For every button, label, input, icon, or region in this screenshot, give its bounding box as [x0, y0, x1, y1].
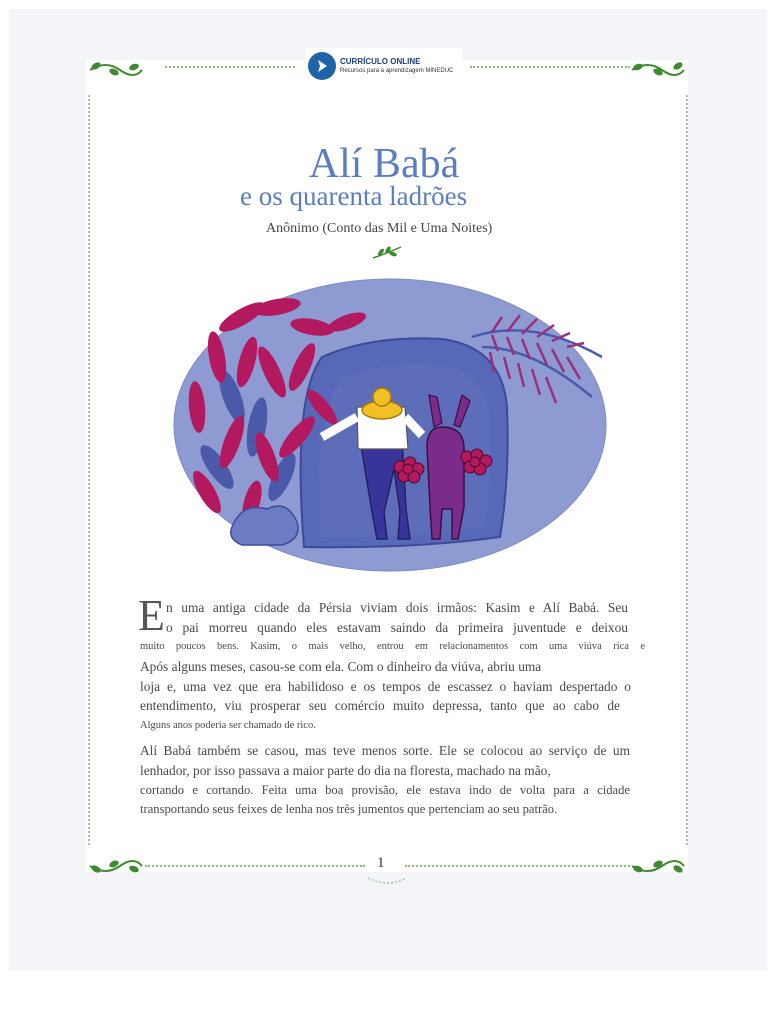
- vine-corner-top-right-icon: [628, 58, 688, 80]
- page-number-ornament-icon: [366, 874, 408, 888]
- paragraph-line: Alguns anos poderia ser chamado de rico.: [140, 720, 316, 732]
- paragraph-line: Alí Babá também se casou, mas teve menos sorte. Ele se colocou ao serviço de um: [140, 743, 630, 758]
- ali-baba-illustration: [172, 277, 608, 575]
- paragraph-line: lenhador, por isso passava a maior parte do dia na floresta, machado na mão,: [140, 762, 551, 778]
- bottom-border-left: [145, 865, 365, 867]
- logo-title: CURRÍCULO ONLINE: [340, 57, 421, 66]
- paragraph-line: o pai morreu quando eles estavam saindo da primeira juventude e deixou: [166, 619, 628, 635]
- top-border-left: [165, 66, 295, 68]
- paragraph-line: loja e, uma vez que era habilidoso e os tempos de escassez o haviam despertado o: [140, 678, 631, 694]
- page-number: 1: [377, 855, 385, 871]
- paragraph-2: [140, 741, 630, 820]
- bottom-border-right: [405, 865, 630, 867]
- story-author: Anônimo (Conto das Mil e Uma Noites): [266, 221, 493, 236]
- vine-corner-bottom-right-icon: [628, 856, 688, 878]
- right-border: [686, 95, 688, 845]
- logo-subtitle: Recursos para a aprendizagem MINEDUC: [340, 68, 454, 74]
- story-subtitle: e os quarenta ladrões: [240, 181, 468, 211]
- sprig-ornament-icon: [371, 244, 403, 260]
- left-border: [88, 95, 90, 845]
- paragraph-1-lines-1-2: [166, 598, 628, 638]
- vine-corner-bottom-left-icon: [86, 856, 146, 878]
- paragraph-line: Após alguns meses, casou-se com ela. Com o dinheiro da viúva, abriu uma: [140, 658, 542, 674]
- paragraph-line: n uma antiga cidade da Pérsia viviam dois irmãos: Kasim e Alí Babá. Seu: [166, 600, 628, 615]
- paragraph-line: entendimento, viu prosperar seu comércio muito depressa, tanto que ao cabo de: [140, 698, 620, 714]
- vine-corner-top-left-icon: [86, 58, 146, 80]
- story-title: Alí Babá: [308, 141, 460, 187]
- paragraph-line: transportando seus feixes de lenha nos três jumentos que pertenciam ao seu patrão.: [140, 802, 558, 817]
- play-arrow-icon: [308, 52, 336, 80]
- paragraph-line: muito poucos bens. Kasim, o mais velho, entrou em relacionamentos com uma viúva rica e: [140, 641, 645, 652]
- top-border-right: [470, 66, 630, 68]
- paragraph-line: cortando e cortando. Feita uma boa provisão, ele estava indo de volta para a cidade: [140, 782, 630, 797]
- curriculo-online-logo[interactable]: [306, 48, 462, 84]
- drop-cap: E: [138, 591, 165, 640]
- paragraph-1-body: [140, 637, 645, 736]
